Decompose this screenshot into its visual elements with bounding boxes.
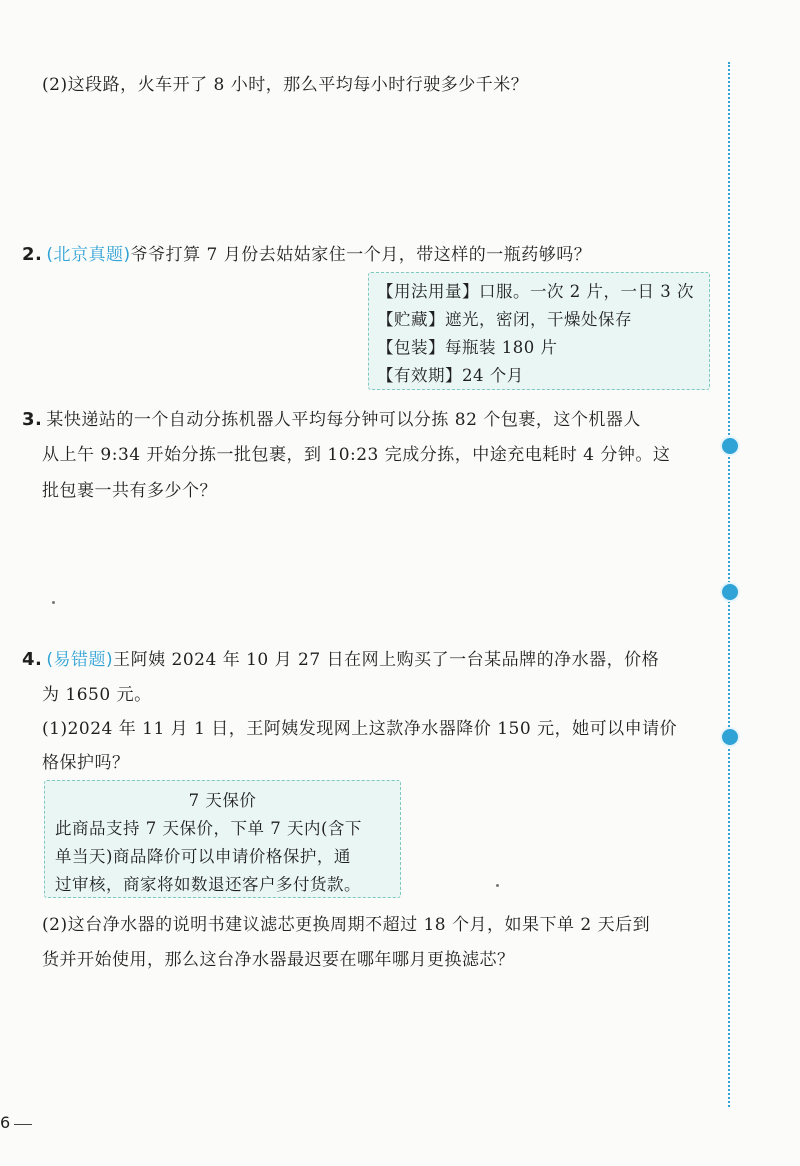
q1-part2-text: (2)这段路，火车开了 8 小时，那么平均每小时行驶多少千米？ [42,75,529,95]
question-number: 3. [22,409,43,430]
page-number-rule [14,1124,32,1125]
q4-part1-line1: (1)2024 年 11 月 1 日，王阿姨发现网上这款净水器降价 150 元，她可以申请价 [42,719,678,739]
question-tag: (易错题) [46,650,114,670]
box-line: 【包装】每瓶装 180 片 [377,338,558,357]
question-text: 爷爷打算 7 月份去姑姑家住一个月，带这样的一瓶药够吗？ [130,245,592,265]
medicine-info-box [368,272,710,390]
box-line: 【贮藏】遮光，密闭，干燥处保存 [377,310,632,329]
question-3-line1 [22,405,641,430]
question-2 [22,240,591,265]
q4-part2-line2: 货并开始使用，那么这台净水器最迟要在哪年哪月更换滤芯？ [42,950,515,970]
box-line: 【用法用量】口服。一次 2 片，一日 3 次 [377,282,694,301]
question-3-line3: 批包裹一共有多少个？ [42,481,217,501]
q4-part1-line2: 格保护吗？ [42,753,130,773]
question-4-line1 [22,645,659,670]
print-speck [496,884,499,887]
question-number: 2. [22,244,43,265]
q4-part2-line1: (2)这台净水器的说明书建议滤芯更换周期不超过 18 个月，如果下单 2 天后到 [42,915,651,935]
box-line: 过审核，商家将如数退还客户多付货款。 [55,875,361,894]
price-protection-box [44,780,401,898]
side-marker-icon [720,436,740,456]
box-title: 7 天保价 [188,791,257,810]
page-number: 6 [0,1113,11,1132]
print-speck [52,601,55,604]
question-tag: (北京真题) [46,245,131,265]
side-marker-icon [720,582,740,602]
side-marker-icon [720,727,740,747]
question-text: 某快递站的一个自动分拣机器人平均每分钟可以分拣 82 个包裹，这个机器人 [46,410,641,430]
question-4-line2: 为 1650 元。 [42,685,152,705]
box-line: 此商品支持 7 天保价，下单 7 天内(含下 [55,819,362,838]
question-3-line2: 从上午 9:34 开始分拣一批包裹，到 10:23 完成分拣，中途充电耗时 4 分钟。这 [42,445,671,465]
question-number: 4. [22,649,43,670]
box-line: 单当天)商品降价可以申请价格保护，通 [55,847,351,866]
question-text: 王阿姨 2024 年 10 月 27 日在网上购买了一台某品牌的净水器，价格 [113,650,660,670]
box-line: 【有效期】24 个月 [377,366,524,385]
